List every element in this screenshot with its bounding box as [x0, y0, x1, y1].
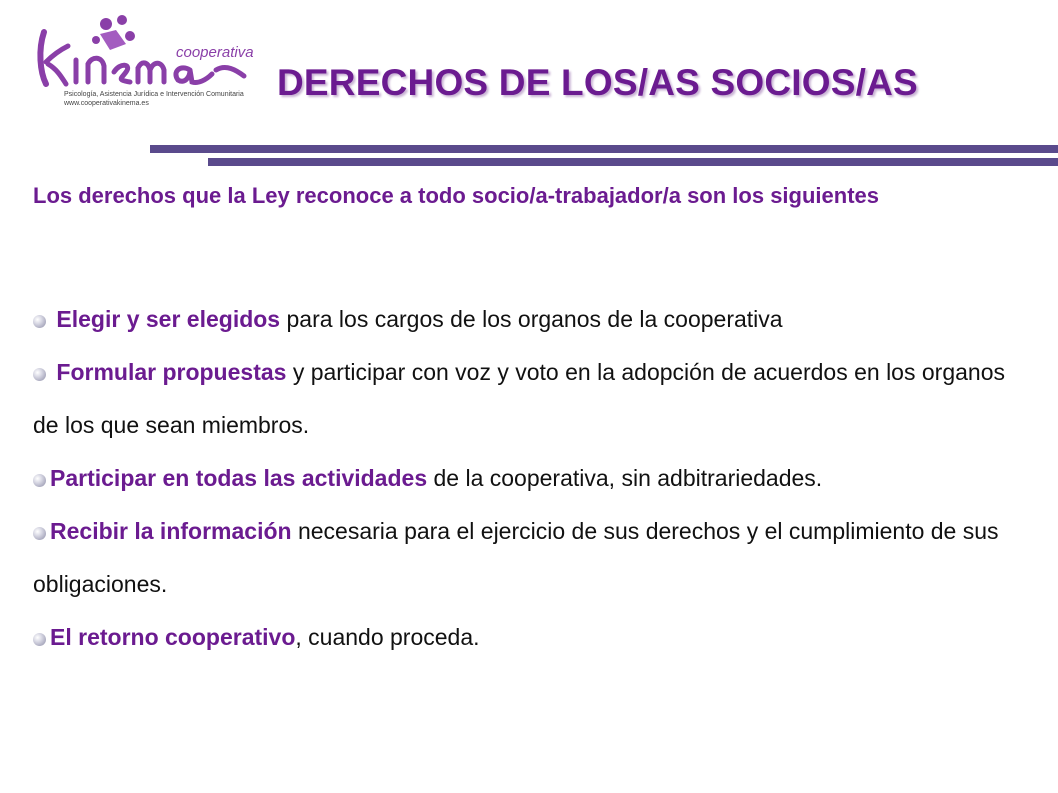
bullet-icon	[33, 633, 46, 646]
kinema-logo	[30, 10, 260, 110]
item-text: y participar con voz y voto en la adopción de acuerdos en los organos de los que sean miembros.	[33, 359, 1005, 438]
item-bold-text: Participar en todas las actividades	[50, 465, 428, 491]
list-item	[33, 293, 1033, 346]
list-item	[33, 611, 1033, 664]
bullet-icon	[33, 315, 46, 328]
logo-brand-text: cooperativa	[176, 44, 254, 61]
item-text: para los cargos de los organos de la cooperativa	[280, 306, 783, 332]
slide-title: DERECHOS DE LOS/AS SOCIOS/AS	[277, 62, 918, 103]
rights-list	[33, 293, 1033, 664]
list-item	[33, 452, 1033, 505]
item-text: de la cooperativa, sin adbitrariedades.	[427, 465, 823, 491]
item-bold-text: Recibir la información	[50, 518, 292, 544]
logo-url: www.cooperativakinema.es	[64, 100, 149, 107]
decorative-bar-top	[150, 145, 1058, 153]
intro-text: Los derechos que la Ley reconoce a todo socio/a-trabajador/a son los siguientes	[33, 183, 880, 208]
decorative-bar-bottom	[208, 158, 1058, 166]
bullet-icon	[33, 368, 46, 381]
bullet-icon	[33, 527, 46, 540]
item-bold-text: Formular propuestas	[50, 359, 287, 385]
list-item	[33, 346, 1033, 452]
item-bold-text: El retorno cooperativo	[50, 624, 296, 650]
item-bold-text: Elegir y ser elegidos	[50, 306, 281, 332]
logo-tagline: Psicología, Asistencia Jurídica e Intervención Comunitaria	[64, 91, 244, 98]
item-text: necesaria para el ejercicio de sus derechos y el cumplimiento de sus obligaciones.	[33, 518, 999, 597]
item-text: , cuando proceda.	[295, 624, 480, 650]
bullet-icon	[33, 474, 46, 487]
list-item	[33, 505, 1033, 611]
